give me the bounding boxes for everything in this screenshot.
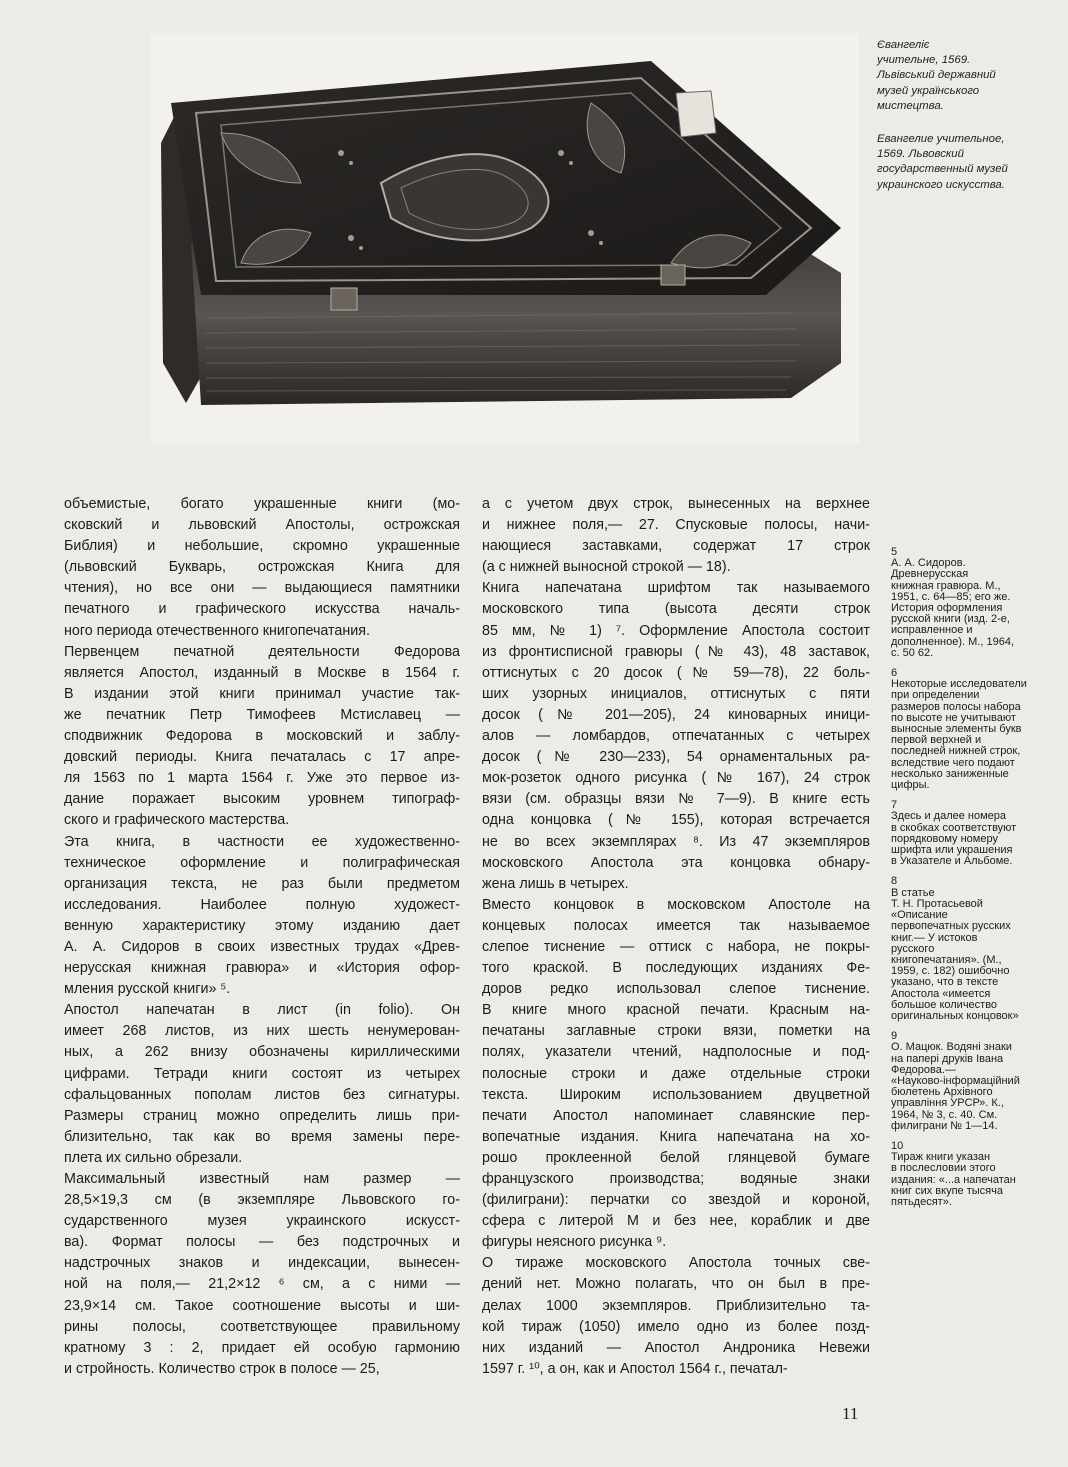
footnote-line: на папері друків Івана — [891, 1053, 1004, 1065]
footnote-number: 7 — [891, 799, 898, 812]
text-line: ного периода отечественного книгопечатания. — [64, 622, 370, 639]
footnote-line: первопечатных русских — [891, 921, 1011, 933]
page-number: 11 — [842, 1404, 859, 1423]
footnote-line: в скобках соответствуют — [891, 822, 1017, 834]
footnote-line: В статье — [891, 887, 935, 899]
footnote-line: управління УРСР». К., — [891, 1098, 1004, 1110]
footnote-line: А. А. Сидоров. — [891, 558, 966, 570]
footnote-line: История оформления — [891, 603, 1003, 615]
footnote-line: Некоторые исследователи — [891, 679, 1027, 691]
footnote-line: Тираж книги указан — [891, 1152, 991, 1164]
text-line: сподвижник Федорова в московский и заблу- — [64, 728, 460, 745]
text-line: Максимальный известный нам размер — — [64, 1171, 460, 1187]
caption-line: Євангеліє — [877, 39, 930, 51]
text-line: (а с нижней выносной строкой — 18). — [482, 559, 731, 576]
text-line: довский периоды. Книга печаталась с 17 апре- — [64, 749, 460, 766]
footnote-line: пятьдесят». — [891, 1196, 952, 1208]
footnote-number: 6 — [891, 667, 898, 680]
footnote-line: порядковому номеру — [891, 833, 998, 845]
footnote-line: Здесь и далее номера — [891, 811, 1007, 823]
text-line: не во всех экземплярах ⁸. Из 47 экземпляров — [482, 833, 870, 850]
text-line: них изданий — Апостол Андроника Невежи — [482, 1339, 870, 1356]
body-column-left — [64, 494, 460, 1380]
footnote — [891, 876, 1067, 1022]
footnotes-column — [891, 547, 1067, 1217]
caption-line: 1569. Львовский — [877, 148, 964, 161]
text-line: рошо проклеенной белой глянцевой бумаге — [482, 1149, 870, 1166]
text-line: фигуры неясного рисунка ⁹. — [482, 1234, 667, 1251]
text-line: концевых полосах имеется так называемое — [482, 917, 870, 934]
footnote-line: исправленное и — [891, 625, 973, 637]
footnote-line: первой верхней и — [891, 735, 982, 747]
footnote — [891, 1141, 1067, 1208]
footnote-line: Древнерусская — [891, 569, 969, 581]
caption-line: мистецтва. — [877, 99, 944, 112]
book-illustration — [151, 33, 859, 443]
caption-line: Львівський державний — [877, 69, 996, 82]
text-line: того краской. В последующих изданиях Фе- — [482, 960, 870, 977]
text-line: ского и графического мастерства. — [64, 812, 290, 829]
text-line: сковский и львовский Апостолы, острожская — [64, 517, 460, 534]
paragraph — [64, 1169, 460, 1380]
paragraph — [482, 494, 870, 578]
footnote-line: с. 50 62. — [891, 647, 934, 659]
text-line: жена лишь в четырех. — [482, 875, 629, 892]
text-line: (львовский Букварь, острожская Книга для — [64, 559, 460, 576]
footnote-line: цифры. — [891, 780, 930, 792]
text-line: ля 1563 по 1 марта 1564 г. Уже это первое из- — [64, 770, 460, 787]
paragraph — [64, 494, 460, 642]
text-line: чтения), но все они — выдающиеся памятники — [64, 580, 460, 597]
body-column-middle — [482, 494, 870, 1380]
text-line: одна концовка (№ 155), которая встречается — [482, 812, 870, 829]
text-line: слепое тиснение — оттиск с набора, не покры- — [482, 938, 870, 955]
footnote-line: 1951, с. 64—85; его же. — [891, 591, 1011, 603]
footnote-line: книгопечатания». (М., — [891, 954, 1002, 966]
text-line: Книга напечатана шрифтом так называемого — [482, 580, 870, 597]
text-line: печатаны заглавные строки вязи, пометки на — [482, 1023, 870, 1040]
footnote — [891, 668, 1067, 791]
text-line: Вместо концовок в московском Апостоле на — [482, 896, 870, 913]
footnote-line: в послесловии этого — [891, 1163, 996, 1175]
footnote-line: Апостола «имеется — [891, 988, 991, 1000]
text-line: оттиснутых с 20 досок (№ 59—78), 22 боль- — [482, 664, 870, 681]
footnote — [891, 547, 1067, 659]
text-line: сфера с литерой М и без нее, кораблик и две — [482, 1213, 870, 1230]
footnote-line: в Указателе и Альбоме. — [891, 856, 1013, 868]
footnote-line: О. Мацюк. Водяні знаки — [891, 1042, 1012, 1054]
text-line: из фронтисписной гравюры (№ 43), 48 заставок, — [482, 643, 870, 660]
text-line: делах 1000 экземпляров. Приблизительно та- — [482, 1297, 870, 1314]
text-line: полосные строки и даже отдельные строки — [482, 1065, 870, 1082]
text-line: дений нет. Можно полагать, что он был в пре- — [482, 1276, 870, 1293]
text-line: московского Апостола эта концовка обнару- — [482, 854, 870, 871]
book-photo — [151, 33, 859, 443]
text-line: близительно, так как во время замены пере- — [64, 1128, 460, 1145]
footnote-line: «Описание — [891, 910, 948, 922]
caption-russian — [877, 132, 1057, 193]
text-line: ных, а 262 внизу обозначены кириллическими — [64, 1044, 460, 1061]
text-line: московского типа (высота десяти строк — [482, 601, 870, 618]
footnote-line: книжная гравюра. М., — [891, 580, 1001, 592]
text-line: Библия) и небольшие, скромно украшенные — [64, 538, 460, 555]
text-line: и нижнее поля,— 27. Спусковые полосы, начи- — [482, 517, 870, 534]
footnote-number: 5 — [891, 546, 898, 558]
text-line: Первенцем печатной деятельности Федорова — [64, 643, 460, 660]
text-line: же печатник Петр Тимофеев Мстиславец — — [64, 706, 460, 723]
text-line: цифрами. Тетради книги состоят из четырех — [64, 1065, 460, 1082]
text-line: ва). Формат полосы — без подстрочных и — [64, 1234, 460, 1251]
text-line: печати Апостол напоминает славянские пер- — [482, 1107, 870, 1124]
footnote-number: 9 — [891, 1030, 898, 1043]
text-line: плета их сильно обрезали. — [64, 1149, 243, 1166]
caption-line: украинского искусства. — [877, 178, 1005, 191]
text-line: дание поражает высоким уровнем типограф- — [64, 791, 460, 808]
text-line: 1597 г. ¹⁰, а он, как и Апостол 1564 г., печатал- — [482, 1360, 788, 1377]
text-line: (филиграни): перчатки со звездой и короной, — [482, 1192, 870, 1209]
text-line: В издании этой книги принимал участие так- — [64, 685, 460, 702]
text-line: досок (№ 230—233), 54 орнаментальных ра- — [482, 749, 870, 766]
text-line: объемистые, богато украшенные книги (мо- — [64, 496, 460, 512]
footnote-line: «Науково-інформаційний — [891, 1075, 1020, 1087]
paragraph — [64, 1000, 460, 1169]
text-line: текста. Широким использованием двуцветной — [482, 1086, 870, 1103]
caption-line: музей українського — [877, 84, 980, 97]
footnote-line: выносные элементы букв — [891, 724, 1022, 736]
caption-line: учительне, 1569. — [877, 54, 971, 67]
text-line: доров редко использовал слепое тиснение. — [482, 981, 870, 998]
footnote-line: издания: «...а напечатан — [891, 1174, 1016, 1186]
footnote-line: филиграни № 1—14. — [891, 1120, 998, 1132]
paragraph — [482, 895, 870, 1254]
footnote-line: оригинальных концовок» — [891, 1010, 1019, 1022]
text-line: Размеры страниц можно определить лишь при- — [64, 1107, 460, 1124]
paragraph — [64, 642, 460, 832]
caption-line: Евангелие учительное, — [877, 133, 1005, 145]
text-line: В книге много красной печати. Красным на- — [482, 1002, 870, 1019]
footnote-line: 1964, № 3, с. 40. См. — [891, 1109, 998, 1121]
footnote-line: бюлетень Архівного — [891, 1087, 993, 1099]
text-line: а с учетом двух строк, вынесенных на верхнее — [482, 496, 870, 512]
text-line: имеет 268 листов, из них шесть ненумерован- — [64, 1023, 460, 1040]
footnote-line: Федорова.— — [891, 1064, 956, 1076]
paragraph — [482, 578, 870, 894]
text-line: сударственного музея украинского искусст- — [64, 1213, 460, 1230]
text-line: кратному 3 : 2, придает ей особую гармонию — [64, 1339, 460, 1356]
footnote-line: указано, что в тексте — [891, 977, 999, 989]
footnote-number: 8 — [891, 875, 898, 888]
footnote-line: несколько заниженные — [891, 768, 1009, 780]
footnote-number: 10 — [891, 1139, 904, 1152]
footnote-line: шрифта или украшения — [891, 845, 1013, 857]
text-line: печатного и графического искусства началь- — [64, 601, 460, 618]
footnote-line: книг.— У истоков — [891, 932, 978, 944]
text-line: и стройность. Количество строк в полосе — 25, — [64, 1360, 380, 1377]
text-line: 23,9×14 см. Такое соотношение высоты и ши- — [64, 1297, 460, 1314]
footnote-line: размеров полосы набора — [891, 701, 1021, 713]
footnote-line: вследствие чего подают — [891, 757, 1015, 769]
text-line: исследования. Наиболее полную художест- — [64, 896, 460, 913]
text-line: мления русской книги» ⁵. — [64, 981, 231, 998]
footnote-line: Т. Н. Протасьевой — [891, 898, 983, 910]
text-line: алов — ломбардов, отпечатанных с четырех — [482, 728, 870, 745]
text-line: нерусская книжная гравюра» и «История офор- — [64, 960, 460, 977]
footnote-line: по высоте не учитывают — [891, 712, 1016, 724]
footnote-line: 1959, с. 182) ошибочно — [891, 966, 1010, 978]
text-line: 85 мм, № 1) ⁷. Оформление Апостола состоит — [482, 622, 870, 639]
paragraph — [64, 832, 460, 1001]
paragraph — [482, 1253, 870, 1380]
text-line: надстрочных знаков и индексации, вынесен- — [64, 1255, 460, 1272]
text-line: Эта книга, в частности ее художественно- — [64, 833, 460, 850]
text-line: О тираже московского Апостола точных све- — [482, 1255, 870, 1272]
text-line: организация текста, не раз были предметом — [64, 875, 460, 892]
text-line: полях, указатели чтений, надполосные и под- — [482, 1044, 870, 1061]
text-line: 28,5×19,3 см (в экземпляре Львовского го- — [64, 1192, 460, 1209]
text-line: А. А. Сидоров в своих известных трудах «Древ- — [64, 938, 460, 955]
text-line: вязи (см. образцы вязи № 7—9). В книге есть — [482, 791, 870, 808]
text-line: ной на поля,— 21,2×12 ⁶ см, а с ними — — [64, 1276, 460, 1293]
text-line: венную характеристику этому изданию дает — [64, 917, 460, 934]
footnote — [891, 1031, 1067, 1132]
caption-line: государственный музей — [877, 163, 1008, 176]
text-line: рины полосы, соответствующее правильному — [64, 1318, 460, 1335]
text-line: является Апостол, изданный в Москве в 1564 г. — [64, 664, 460, 681]
footnote-line: дополненное). М., 1964, — [891, 636, 1014, 648]
text-line: французского производства; водяные знаки — [482, 1171, 870, 1187]
caption-ukrainian — [877, 38, 1057, 114]
text-line: нающиеся заставками, содержат 17 строк — [482, 538, 870, 555]
text-line: техническое оформление и полиграфическая — [64, 854, 460, 871]
footnote — [891, 800, 1067, 867]
text-line: мок-розеток одного рисунка (№ 167), 24 строк — [482, 770, 870, 787]
footnote-line: последней нижней строк, — [891, 746, 1021, 758]
text-line: кой тираж (1050) имело одно из более позд- — [482, 1318, 870, 1335]
text-line: ших узорных инициалов, оттиснутых с пяти — [482, 685, 870, 702]
footnote-line: русского — [891, 943, 935, 955]
text-line: досок (№ 201—205), 24 киноварных иници- — [482, 706, 870, 723]
footnote-line: русской книги (изд. 2-е, — [891, 614, 1010, 626]
footnote-line: большое количество — [891, 999, 998, 1011]
footnote-line: при определении — [891, 690, 980, 702]
text-line: вопечатные издания. Книга напечатана на хо- — [482, 1128, 870, 1145]
text-line: Апостол напечатан в лист (in folio). Он — [64, 1002, 460, 1019]
text-line: сфальцованных пополам листов без сигнатуры. — [64, 1086, 460, 1103]
footnote-line: книг сих вкупе тысяча — [891, 1185, 1003, 1197]
